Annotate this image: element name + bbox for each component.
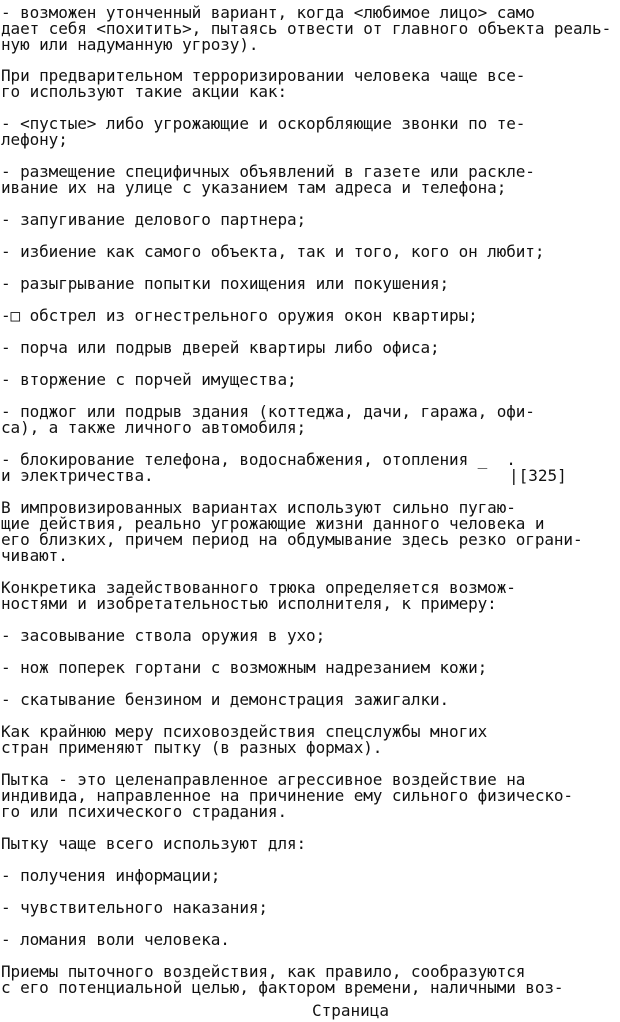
text-line: -□ обстрел из огнестрельного оружия окон квартиры; — [1, 306, 478, 325]
text-line: - чувствительного наказания; — [1, 898, 268, 917]
text-line: Пытку чаще всего используют для: — [1, 834, 307, 853]
text-line: - порча или подрыв дверей квартиры либо офиса; — [1, 338, 440, 357]
text-line: щие действия, реально угрожающие жизни данного человека и — [1, 514, 545, 533]
text-line: - размещение специфичных объявлений в газете или раскле- — [1, 162, 535, 181]
text-line: - разыгрывание попытки похищения или покушения; — [1, 274, 450, 293]
text-line: индивида, направленное на причинение ему сильного физическо- — [1, 786, 573, 805]
page-footer: Страница — [312, 1001, 390, 1020]
text-line: Конкретика задействованного трюка определяется возмож- — [1, 578, 516, 597]
text-line: ную или надуманную угрозу). — [1, 35, 259, 54]
text-line: - <пустые> либо угрожающие и оскорбляющие звонки по те- — [1, 114, 526, 133]
text-line: ностями и изобретательностью исполнителя, к примеру: — [1, 594, 497, 613]
text-line: го или психического страдания. — [1, 802, 287, 821]
text-line: лефону; — [1, 130, 68, 149]
text-line: дает себя <похитить>, пытаясь отвести от главного объекта реаль- — [1, 19, 612, 38]
text-line: - блокирование телефона, водоснабжения, отопления _ . — [1, 450, 516, 469]
text-line: - избиение как самого объекта, так и того, кого он любит; — [1, 242, 545, 261]
text-line: - получения информации; — [1, 866, 221, 885]
text-line: Как крайнюю меру психовоздействия спецслужбы многих — [1, 722, 488, 741]
text-line: - ломания воли человека. — [1, 930, 230, 949]
text-line: чивают. — [1, 546, 68, 565]
text-line: - поджог или подрыв здания (коттеджа, дачи, гаража, офи- — [1, 402, 535, 421]
text-line: стран применяют пытку (в разных формах). — [1, 738, 383, 757]
text-line: Приемы пыточного воздействия, как правило, сообразуются — [1, 962, 526, 981]
text-line: ивание их на улице с указанием там адреса и телефона; — [1, 178, 507, 197]
text-line: его близких, причем период на обдумывание здесь резко ограни- — [1, 530, 583, 549]
text-line: с его потенциальной целью, фактором времени, наличными воз- — [1, 978, 564, 997]
page-marker: |[325] — [509, 466, 567, 485]
text-line: Пытка - это целенаправленное агрессивное воздействие на — [1, 770, 526, 789]
text-line: В импровизированных вариантах используют сильно пугаю- — [1, 498, 516, 517]
text-line: - скатывание бензином и демонстрация зажигалки. — [1, 690, 450, 709]
text-line: - засовывание ствола оружия в ухо; — [1, 626, 326, 645]
text-line: При предварительном терроризировании человека чаще все- — [1, 66, 526, 85]
text-line: са), а также личного автомобиля; — [1, 418, 307, 437]
text-line: го используют такие акции как: — [1, 82, 287, 101]
text-line: - нож поперек гортани с возможным надрезанием кожи; — [1, 658, 488, 677]
text-line: - возможен утонченный вариант, когда <любимое лицо> само — [1, 3, 535, 22]
text-line: - запугивание делового партнера; — [1, 210, 307, 229]
text-line: - вторжение с порчей имущества; — [1, 370, 297, 389]
text-line: и электричества. — [1, 466, 154, 485]
